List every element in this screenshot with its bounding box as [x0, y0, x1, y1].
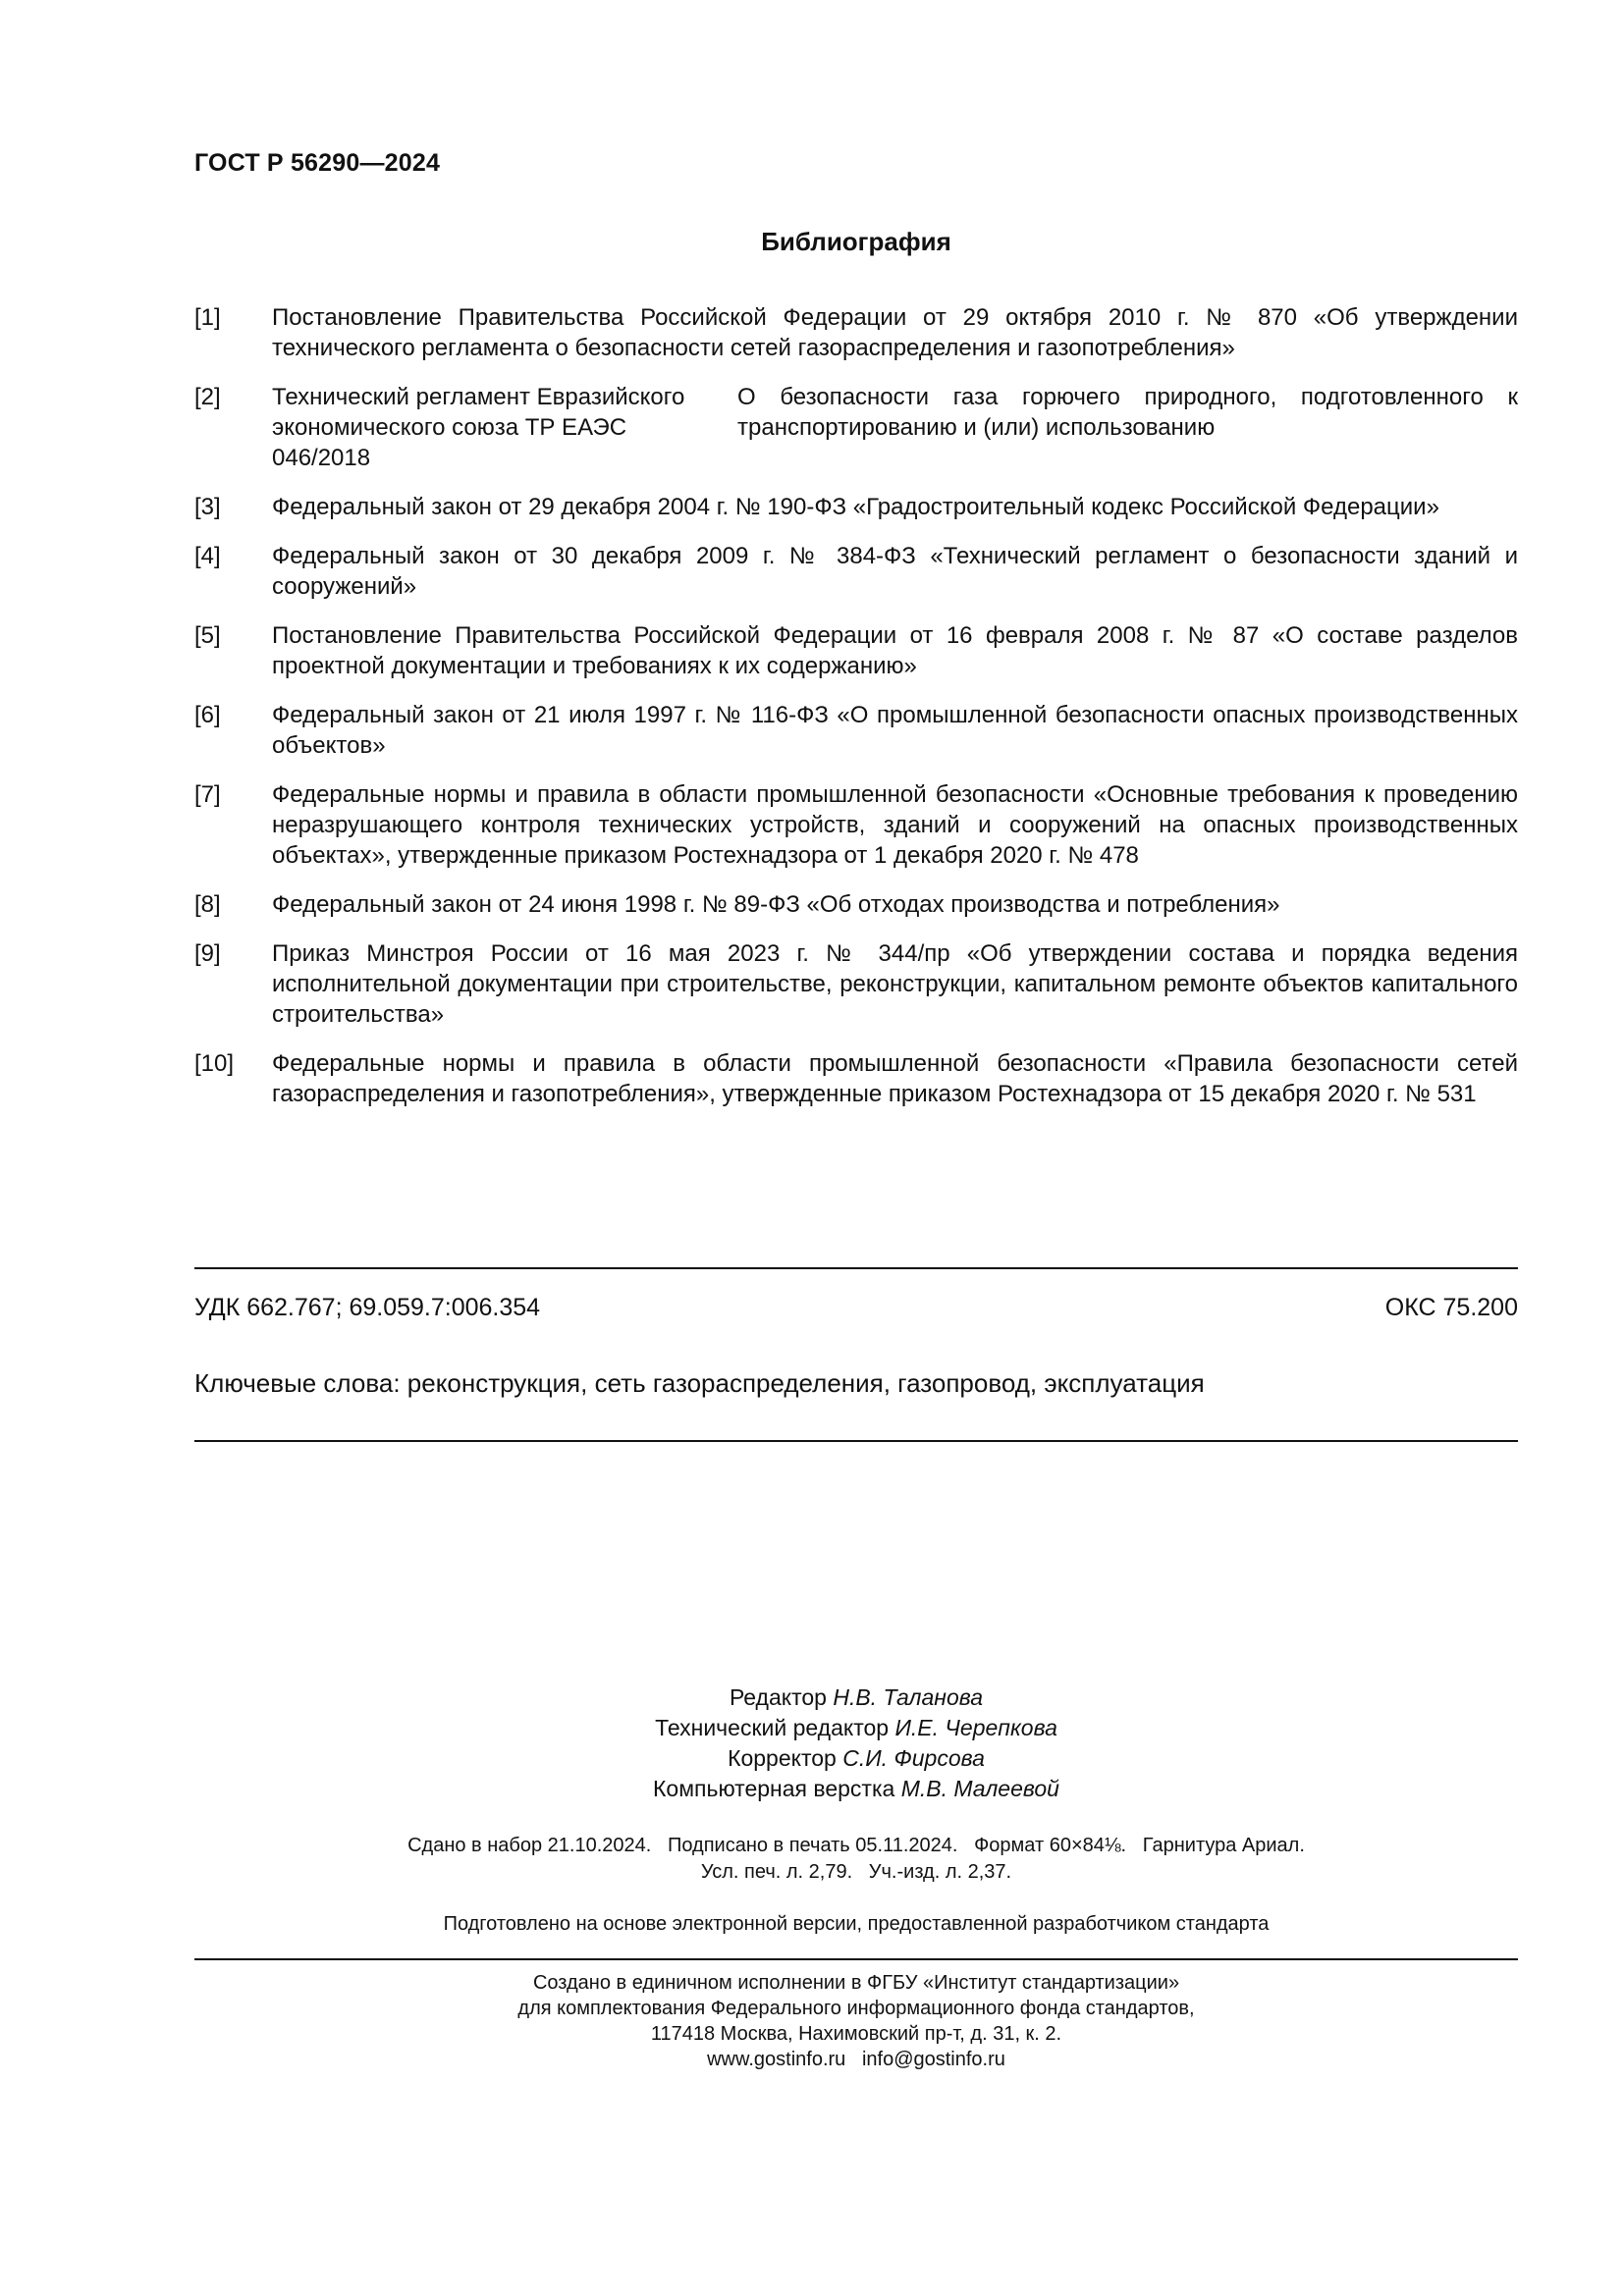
bibliography-entry [194, 938, 1518, 1030]
divider-footer [194, 1958, 1518, 1960]
divider-bottom [194, 1440, 1518, 1442]
oks-code: ОКС 75.200 [1384, 1294, 1518, 1321]
entry-number: [7] [194, 781, 221, 808]
entry-number: [1] [194, 304, 221, 331]
entry-text: Федеральный закон от 21 июля 1997 г. № 116-ФЗ «О промышленной безопасности опасных производственных объектов» [272, 702, 1518, 759]
bibliography-title: Библиография [761, 227, 951, 256]
created-block [194, 1970, 1518, 2072]
credits-block [194, 1682, 1518, 1804]
bibliography-entry [194, 382, 1518, 473]
credit-name: И.Е. Черепкова [894, 1715, 1057, 1740]
print-info-line: Сдано в набор 21.10.2024. Подписано в печать 05.11.2024. Формат 60×84⅛. Гарнитура Ариал. [407, 1835, 1305, 1856]
credit-line [194, 1774, 1518, 1804]
entry-document-type: Технический регламент Евразийского экономического союза ТР ЕАЭС 046/2018 [272, 384, 685, 471]
credit-role: Редактор [729, 1684, 827, 1710]
entry-number: [2] [194, 384, 221, 410]
entry-number: [4] [194, 543, 221, 569]
bibliography-entry [194, 492, 1518, 522]
created-line: для комплектования Федерального информационного фонда стандартов, [517, 1998, 1195, 2019]
created-line: 117418 Москва, Нахимовский пр-т, д. 31, к. 2. [650, 2023, 1062, 2045]
entry-text: Федеральные нормы и правила в области промышленной безопасности «Правила безопасности сетей газораспределения и газопотребления», утвержденные приказом Ростехнадзора от 15 декабря 2020 г. № 531 [272, 1050, 1518, 1107]
credit-role: Технический редактор [655, 1715, 890, 1740]
entry-number: [9] [194, 940, 221, 967]
entry-number: [8] [194, 891, 221, 918]
entry-text: Федеральные нормы и правила в области промышленной безопасности «Основные требования к проведению неразрушающего контроля технических устройств, зданий и сооружений на опасных производственных объектах», утвержденные приказом Ростехнадзора от 1 декабря 2020 г. № 478 [272, 781, 1518, 869]
entry-number: [5] [194, 622, 221, 649]
entry-number: [6] [194, 702, 221, 728]
print-info [194, 1833, 1518, 1886]
credit-role: Корректор [728, 1745, 837, 1771]
created-line: www.gostinfo.ru info@gostinfo.ru [707, 2049, 1005, 2070]
entry-text: Постановление Правительства Российской Федерации от 16 февраля 2008 г. № 87 «О составе разделов проектной документации и требованиях к их содержанию» [272, 622, 1518, 679]
divider-top [194, 1267, 1518, 1269]
entry-text: Приказ Минстроя России от 16 мая 2023 г. № 344/пр «Об утверждении состава и порядка ведения исполнительной документации при строительстве, реконструкции, капитальном ремонте объектов капитального строительства» [272, 940, 1518, 1028]
print-info-line: Усл. печ. л. 2,79. Уч.-изд. л. 2,37. [700, 1861, 1012, 1883]
bibliography-entry [194, 302, 1518, 363]
credit-name: С.И. Фирсова [842, 1745, 985, 1771]
document-header: ГОСТ Р 56290—2024 [194, 149, 441, 177]
keywords: Ключевые слова: реконструкция, сеть газораспределения, газопровод, эксплуатация [194, 1368, 1205, 1398]
credit-name: Н.В. Таланова [833, 1684, 984, 1710]
udk-code: УДК 662.767; 69.059.7:006.354 [194, 1294, 541, 1321]
entry-number: [3] [194, 494, 221, 520]
bibliography-entry [194, 620, 1518, 681]
entry-text: Федеральный закон от 29 декабря 2004 г. № 190-ФЗ «Градостроительный кодекс Российской Федерации» [272, 494, 1439, 520]
created-line: Создано в единичном исполнении в ФГБУ «Институт стандартизации» [532, 1972, 1180, 1994]
bibliography-entry [194, 889, 1518, 920]
credit-name: М.В. Малеевой [900, 1776, 1059, 1801]
credit-role: Компьютерная верстка [653, 1776, 895, 1801]
entry-text: О безопасности газа горючего природного, подготовленного к транспортированию и (или) использованию [737, 384, 1518, 441]
entry-text: Постановление Правительства Российской Федерации от 29 октября 2010 г. № 870 «Об утверждении технического регламента о безопасности сетей газораспределения и газопотребления» [272, 304, 1518, 361]
credit-line [194, 1713, 1518, 1743]
entry-text: Федеральный закон от 30 декабря 2009 г. № 384-ФЗ «Технический регламент о безопасности зданий и сооружений» [272, 543, 1518, 600]
credit-line [194, 1682, 1518, 1713]
prepared-note: Подготовлено на основе электронной версии, предоставленной разработчиком стандарта [443, 1913, 1270, 1935]
entry-number: [10] [194, 1050, 235, 1077]
credit-line [194, 1743, 1518, 1774]
bibliography-list [194, 302, 1518, 1128]
bibliography-entry [194, 779, 1518, 871]
bibliography-entry [194, 700, 1518, 761]
entry-text: Федеральный закон от 24 июня 1998 г. № 89-ФЗ «Об отходах производства и потребления» [272, 891, 1280, 918]
bibliography-entry [194, 1048, 1518, 1109]
bibliography-entry [194, 541, 1518, 602]
